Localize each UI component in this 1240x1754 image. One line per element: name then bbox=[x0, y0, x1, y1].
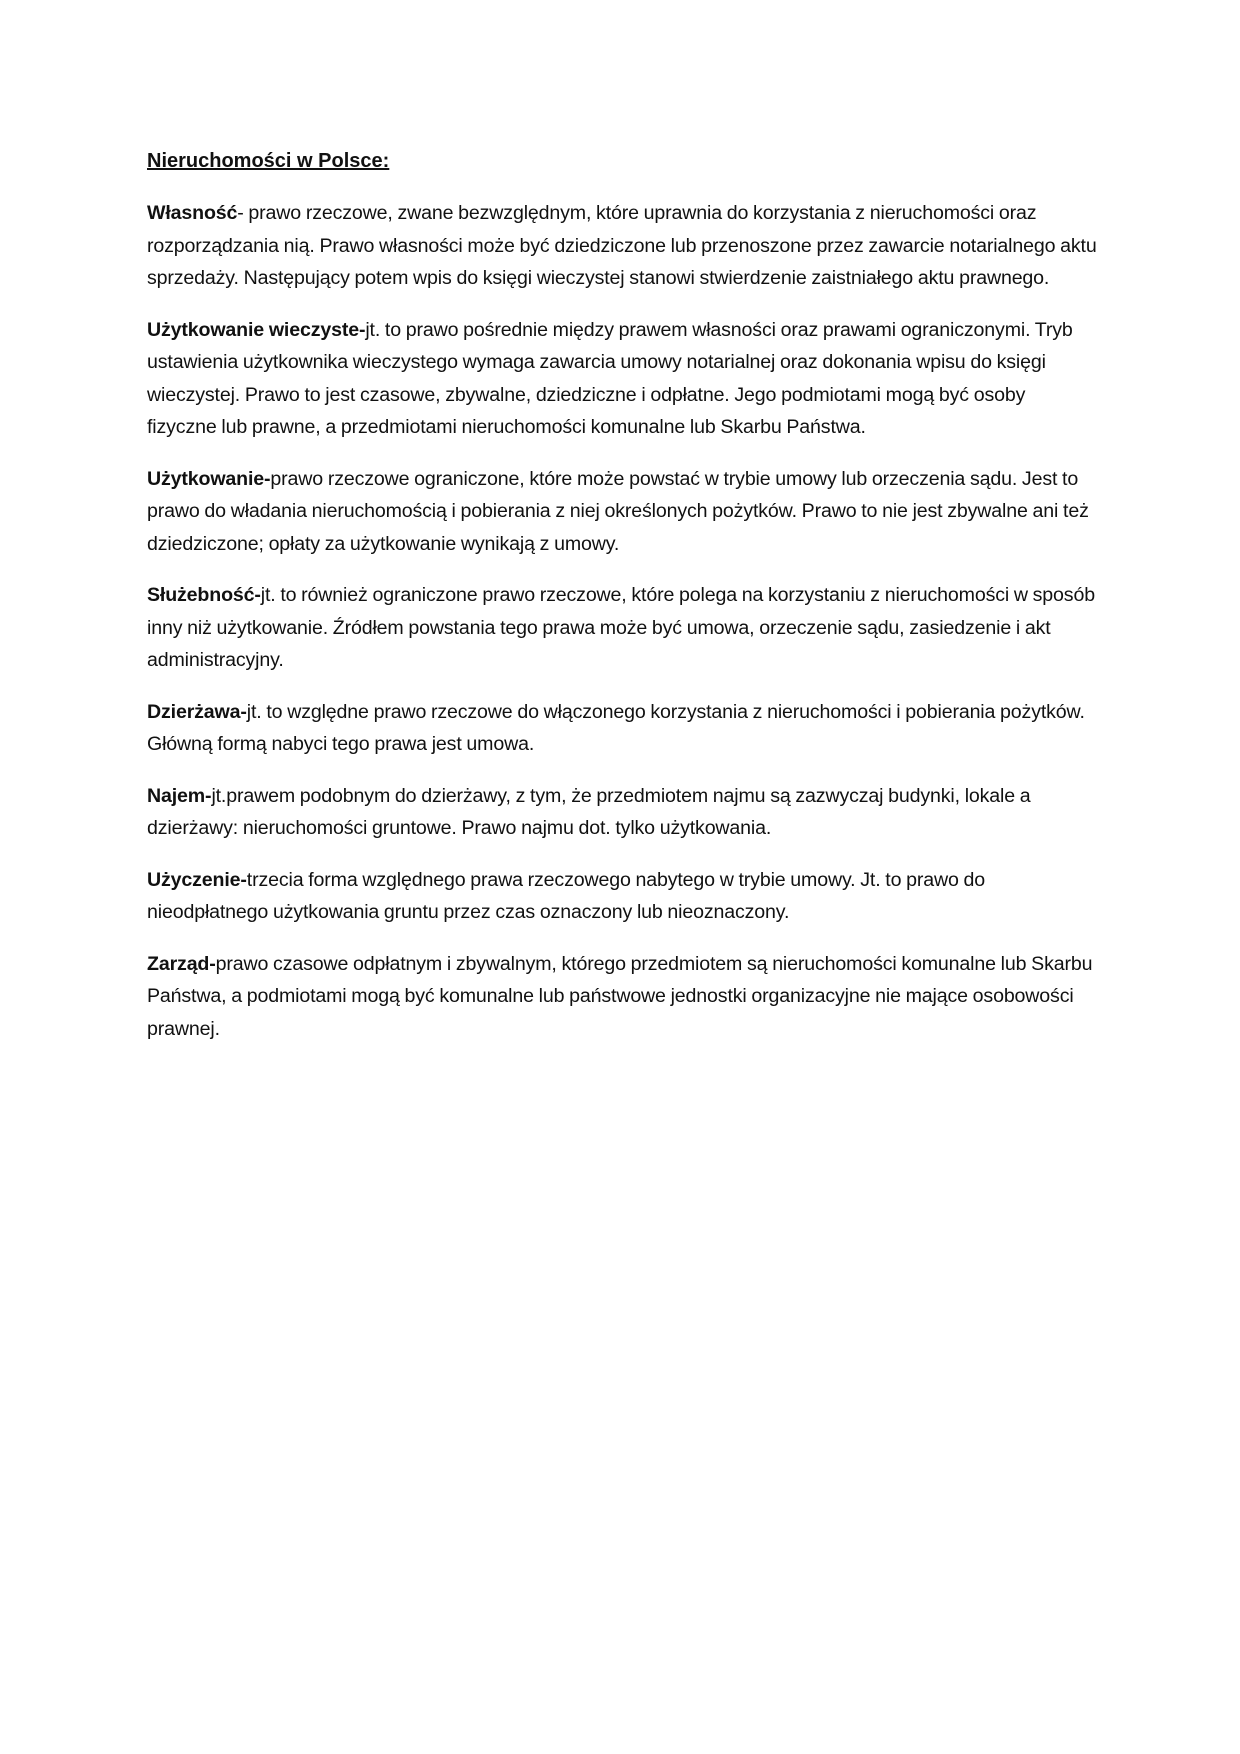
section-text: jt. to również ograniczone prawo rzeczowe, które polega na korzystaniu z nieruchomości w sposób inny niż użytkowanie. Źródłem powstania tego prawa może być umowa, orzeczenie sądu, zasiedzenie i akt administracyjny. bbox=[147, 584, 1095, 671]
section-term: Najem- bbox=[147, 784, 212, 807]
section-term: Własność bbox=[147, 202, 238, 224]
section-text: trzecia forma względnego prawa rzeczowego nabytego w trybie umowy. Jt. to prawo do nieodpłatnego użytkowania gruntu przez czas oznaczony lub nieoznaczony. bbox=[147, 868, 986, 923]
section-text: prawo rzeczowe ograniczone, które może powstać w trybie umowy lub orzeczenia sądu. Jest to prawo do władania nieruchomością i pobierania z niej określonych pożytków. Prawo to nie jest zbywalne ani też dziedziczone; opłaty za użytkowanie wynikają z umowy. bbox=[147, 467, 1089, 555]
section-text: prawo czasowe odpłatnym i zbywalnym, którego przedmiotem są nieruchomości komunalne lub Skarbu Państwa, a podmiotami mogą być komunalne lub państwowe jednostki organizacyjne nie mające osobowości prawnej. bbox=[147, 952, 1093, 1040]
section-term: Użyczenie- bbox=[147, 868, 247, 891]
section-term: Użytkowanie wieczyste- bbox=[147, 318, 366, 341]
section-text: jt. to względne prawo rzeczowe do włączonego korzystania z nieruchomości i pobierania pożytków. Główną formą nabyci tego prawa jest umowa. bbox=[147, 700, 1085, 755]
section-wlasnosc bbox=[147, 197, 1097, 295]
section-dzierzawa bbox=[147, 696, 1097, 761]
document-title: Nieruchomości w Polsce: bbox=[147, 150, 390, 172]
section-term: Dzierżawa- bbox=[147, 700, 247, 723]
section-najem bbox=[147, 780, 1097, 845]
section-uzytkowanie bbox=[147, 463, 1097, 561]
section-uzyczenie bbox=[147, 864, 1097, 929]
section-term: Służebność- bbox=[147, 584, 261, 606]
section-text: - prawo rzeczowe, zwane bezwzględnym, które uprawnia do korzystania z nieruchomości oraz rozporządzania nią. Prawo własności może być dziedziczone lub przenoszone przez zawarcie notarialnego aktu sprzedaży. Następujący potem wpis do księgi wieczystej stanowi stwierdzenie zaistniałego aktu prawnego. bbox=[147, 202, 1097, 289]
section-sluzebnosc bbox=[147, 579, 1097, 677]
section-term: Zarząd- bbox=[147, 952, 216, 975]
section-term: Użytkowanie- bbox=[147, 467, 271, 490]
section-zarzad bbox=[147, 948, 1097, 1046]
section-text: jt.prawem podobnym do dzierżawy, z tym, że przedmiotem najmu są zazwyczaj budynki, lokale a dzierżawy: nieruchomości gruntowe. Prawo najmu dot. tylko użytkowania. bbox=[147, 784, 1031, 839]
document-body bbox=[147, 148, 1097, 1064]
section-text: jt. to prawo pośrednie między prawem własności oraz prawami ograniczonymi. Tryb ustawienia użytkownika wieczystego wymaga zawarcia umowy notarialnej oraz dokonania wpisu do księgi wieczystej. Prawo to jest czasowe, zbywalne, dziedziczne i odpłatne. Jego podmiotami mogą być osoby fizyczne lub prawne, a przedmiotami nieruchomości komunalne lub Skarbu Państwa. bbox=[147, 318, 1073, 438]
section-uzytkowanie-wieczyste bbox=[147, 314, 1097, 444]
